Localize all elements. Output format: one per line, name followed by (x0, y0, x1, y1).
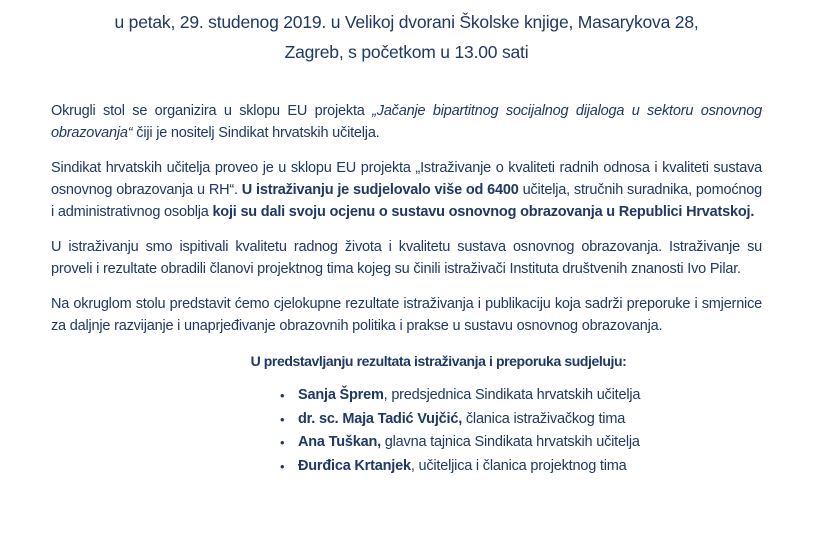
paragraph (51, 293, 762, 337)
participant-name: dr. sc. Maja Tadić Vujčić, (298, 410, 463, 427)
participant-role: članica istraživačkog tima (462, 410, 626, 427)
participants-heading: U predstavljanju rezultata istraživanja i preporuka sudjeluju: (250, 353, 627, 369)
participant-text (298, 455, 762, 479)
text-segment-bold: koji su dali svoju ocjenu o sustavu osnovnog obrazovanja u Republici Hrvatskoj. (212, 204, 755, 220)
bullet-icon: • (280, 458, 285, 474)
participant-text (298, 431, 762, 455)
text-segment-bold: U istraživanju je sudjelovalo više od 6400 (241, 182, 519, 198)
event-details-header (51, 7, 762, 67)
text-segment-regular: čiji je nositelj Sindikat hrvatskih učitelja. (132, 125, 380, 141)
participant-name: Ana Tuškan, (298, 434, 381, 450)
bullet-icon: • (280, 411, 285, 427)
paragraph (51, 236, 762, 280)
participant-role: , predsjednica Sindikata hrvatskih učitelja (383, 387, 641, 403)
text-segment-regular: Sindikat hrvatskih učitelja proveo je u sklopu EU projekta „Istraživanje o kvaliteti radnih odnosa i kvaliteti sustava osnovnog obrazovanja u RH“. (51, 160, 762, 198)
participant-list-item (280, 455, 762, 479)
participant-text (298, 384, 762, 408)
participant-name: Sanja Šprem (298, 387, 384, 403)
participant-text (298, 408, 762, 432)
text-segment-regular: U istraživanju smo ispitivali kvalitetu radnog života i kvalitetu sustava osnovnog obrazovanja. Istraživanje su proveli i rezultate obradili članovi projektnog tima kojeg su činili istraživači Instituta društvenih znanosti Ivo Pilar. (51, 239, 762, 277)
participants-list (280, 384, 762, 478)
paragraphs-container (51, 100, 762, 337)
bullet-icon: • (280, 435, 285, 450)
document-body (51, 100, 762, 478)
text-segment-regular: Okrugli stol se organizira u sklopu EU projekta (51, 103, 373, 119)
text-segment-regular: Na okruglom stolu predstavit ćemo cjelokupne rezultate istraživanja i publikaciju koja sadrži preporuke i smjernice za daljnje razvijanje i unaprjeđivanje obrazovnih politika i prakse u sustavu osnovnog obrazovanja. (51, 296, 762, 334)
participant-name: Đurđica Krtanjek (298, 457, 411, 474)
participant-list-item (280, 431, 762, 455)
bullet-icon: • (280, 388, 285, 403)
participant-role: , učiteljica i članica projektnog tima (410, 457, 627, 474)
paragraph (51, 100, 762, 144)
text-segment-italic: „Jačanje bipartitnog socijalnog dijaloga u sektoru osnovnog obrazovanja“ (51, 103, 762, 141)
participant-list-item (280, 408, 762, 432)
event-time-line: Zagreb, s početkom u 13.00 sati (284, 42, 529, 62)
participant-list-item (280, 384, 762, 408)
participant-role: glavna tajnica Sindikata hrvatskih učitelja (380, 434, 640, 450)
event-date-location-line: u petak, 29. studenog 2019. u Velikoj dvorani Školske knjige, Masarykova 28, (114, 12, 699, 32)
text-segment-regular: učitelja, stručnih suradnika, pomoćnog i administrativnog osoblja (51, 182, 762, 220)
paragraph (51, 157, 762, 223)
